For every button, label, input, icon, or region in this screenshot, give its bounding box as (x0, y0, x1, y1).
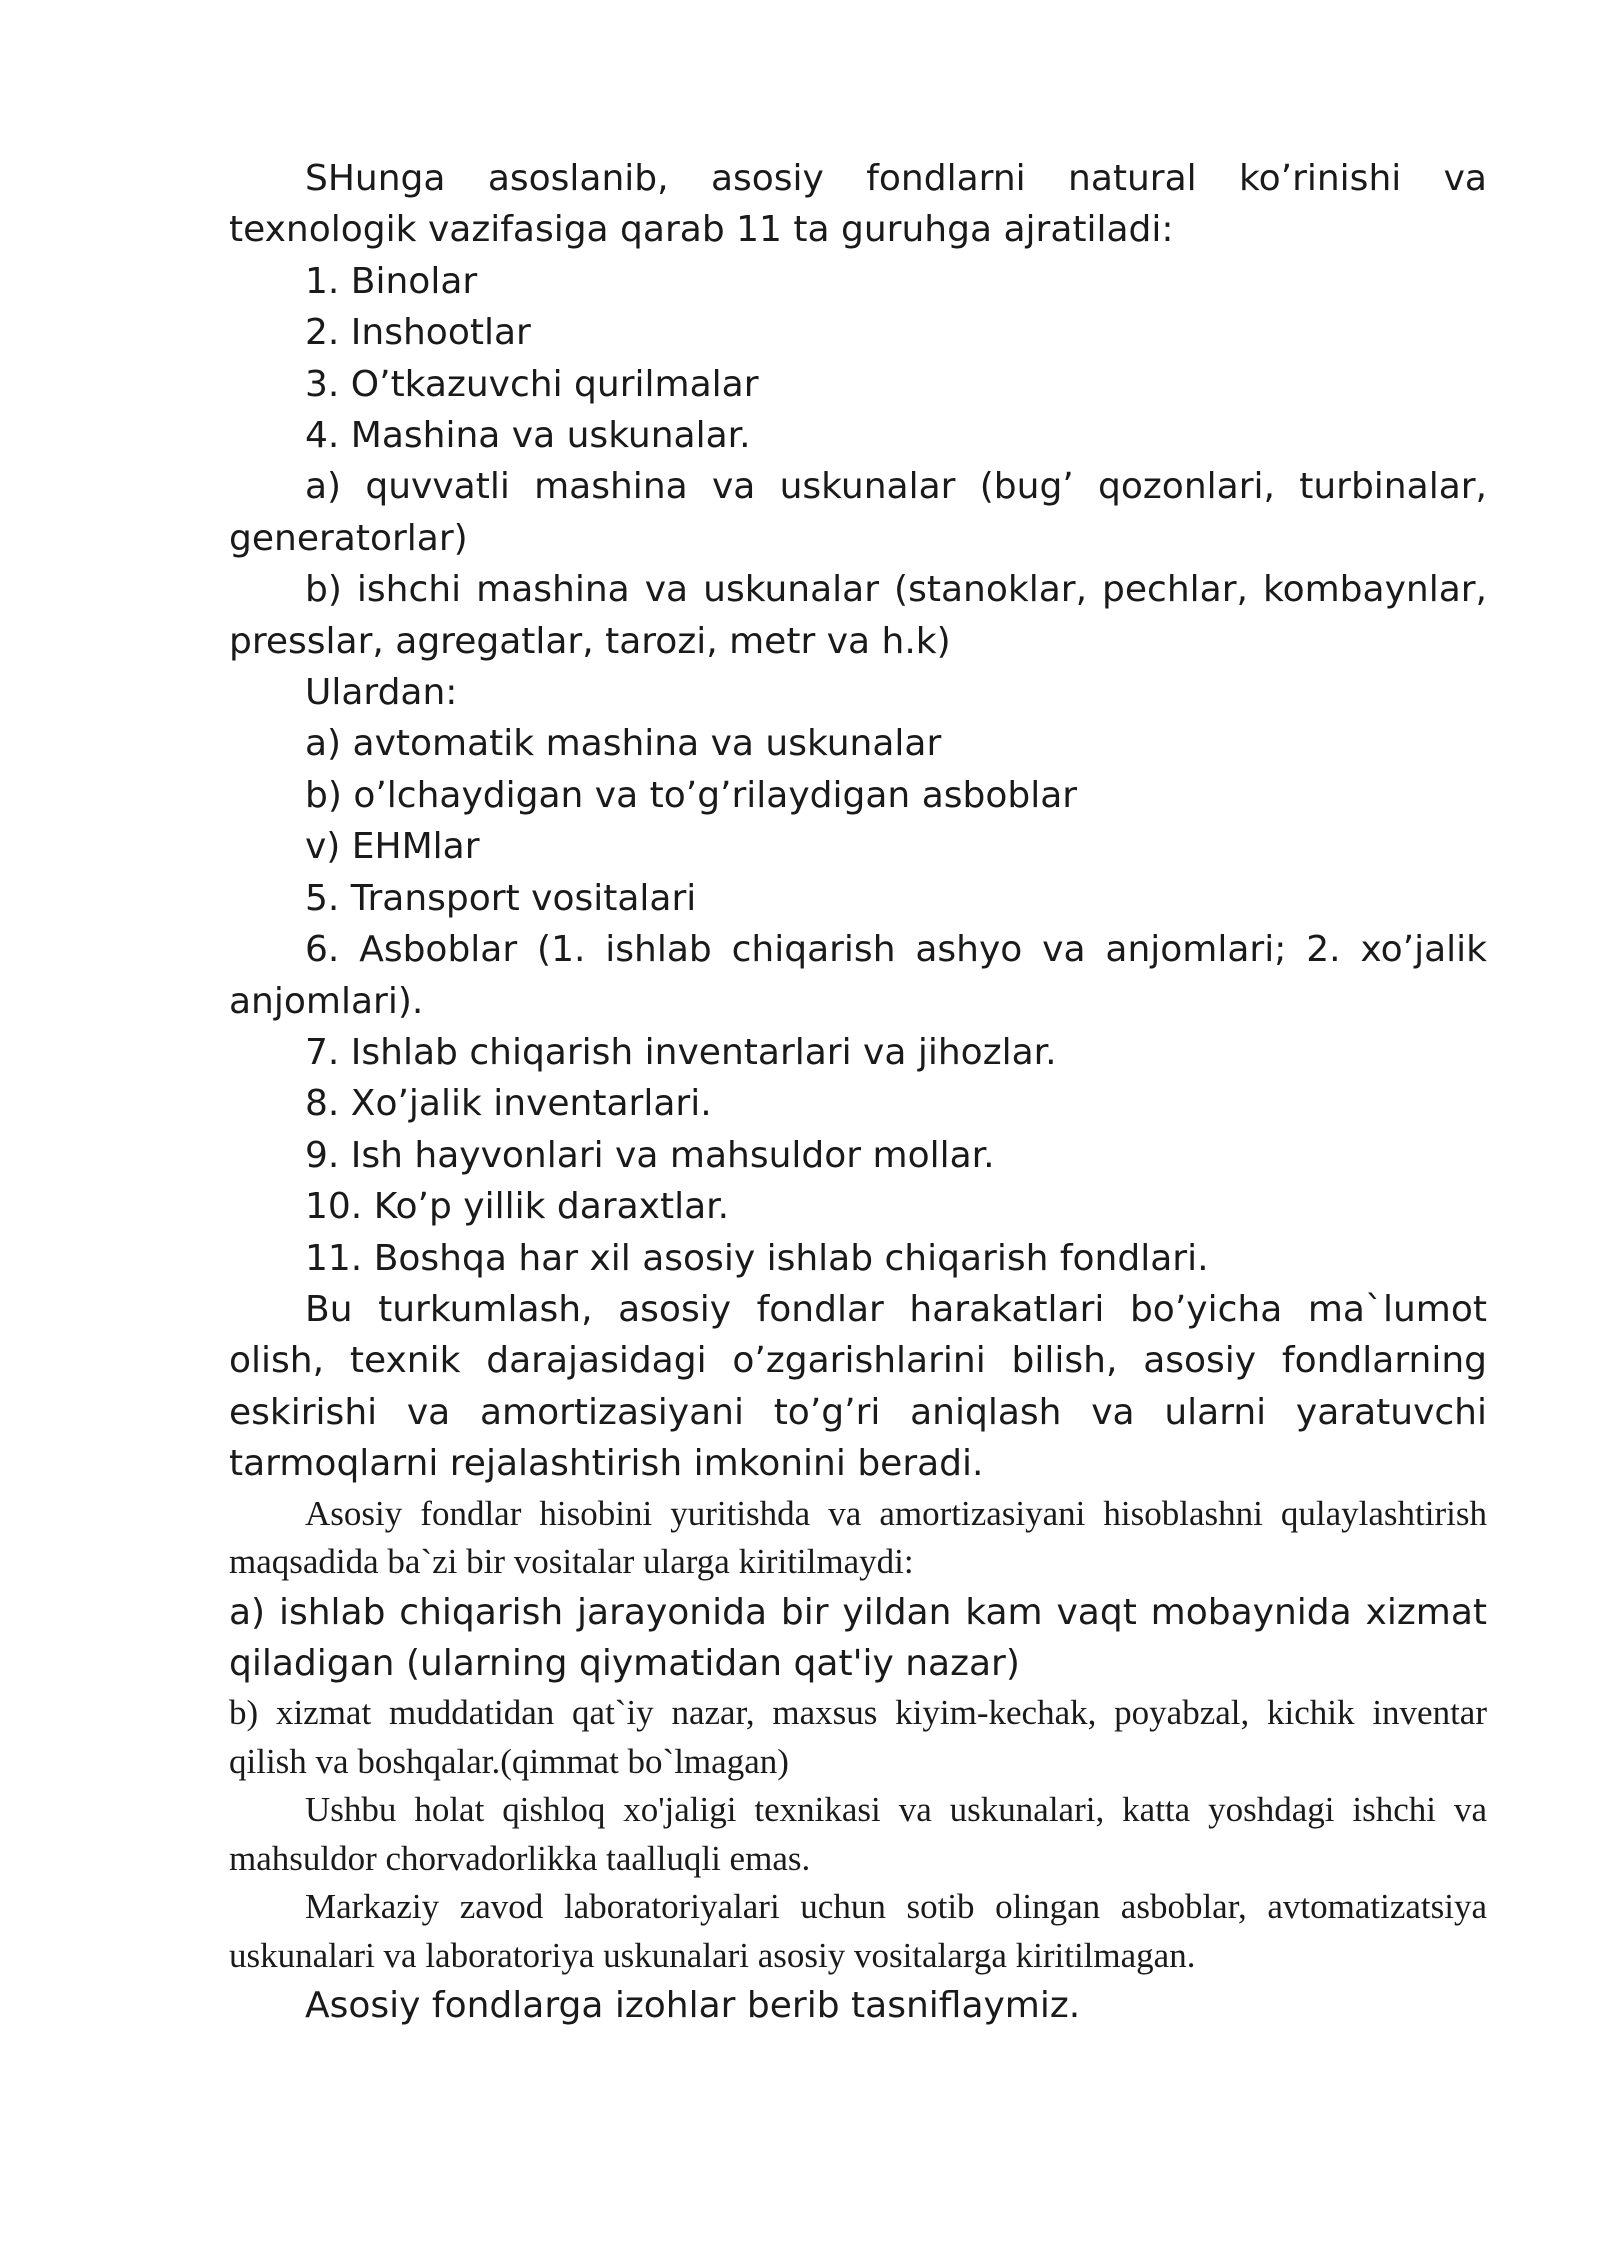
closing-paragraph: Asosiy fondlarga izohlar berib tasniflaymiz. (305, 1985, 1081, 2027)
list-item-6: 6. Asboblar (1. ishlab chiqarish ashyo va anjomlari; 2. xo’jalik anjomlari). (229, 929, 1487, 1022)
list-item-11: 11. Boshqa har xil asosiy ishlab chiqarish fondlari. (305, 1237, 1209, 1279)
list-item-10: 10. Ko’p yillik daraxtlar. (305, 1186, 730, 1228)
list-item-3: 3. O’tkazuvchi qurilmalar (305, 363, 759, 405)
laboratory-paragraph: Markaziy zavod laboratoriyalari uchun sotib olingan asboblar, avtomatizatsiya uskunalari va laboratoriya uskunalari asosiy vositalarga kiritilmagan. (229, 1887, 1487, 1975)
ulardan-label: Ulardan: (305, 672, 458, 714)
exclusion-item-a: a) ishlab chiqarish jarayonida bir yildan kam vaqt mobaynida xizmat qiladigan (ularning qiymatidan qat'iy nazar) (229, 1591, 1487, 1684)
document-page (229, 153, 1487, 2032)
list-item-8: 8. Xo’jalik inventarlari. (305, 1083, 712, 1125)
list-item-7: 7. Ishlab chiqarish inventarlari va jihozlar. (305, 1031, 1057, 1073)
sub-item-a: a) avtomatik mashina va uskunalar (305, 723, 942, 765)
list-item-1: 1. Binolar (305, 260, 478, 302)
list-item-5: 5. Transport vositalari (305, 877, 697, 919)
classification-paragraph: Bu turkumlash, asosiy fondlar harakatlari bo’yicha ma`lumot olish, texnik darajasidagi o’zgarishlarini bilish, asosiy fondlarning eskirishi va amortizasiyani to’g’ri aniqlash va ularni yaratuvchi tarmoqlarni rejalashtirish imkonini beradi. (229, 1288, 1487, 1485)
sub-item-b: b) o’lchaydigan va to’g’rilaydigan asboblar (305, 774, 1078, 816)
list-item-2: 2. Inshootlar (305, 312, 531, 354)
sub-item-v: v) EHMlar (305, 826, 480, 868)
intro-paragraph: SHunga asoslanib, asosiy fondlarni natural ko’rinishi va texnologik vazifasiga qarab 11 ta guruhga ajratiladi: (229, 158, 1487, 251)
agriculture-paragraph: Ushbu holat qishloq xo'jaligi texnikasi va uskunalari, katta yoshdagi ishchi va mahsuldor chorvadorlikka taalluqli emas. (229, 1790, 1487, 1878)
exclusions-paragraph: Asosiy fondlar hisobini yuritishda va amortizasiyani hisoblashni qulaylashtirish maqsadida ba`zi bir vositalar ularga kiritilmaydi: (229, 1493, 1487, 1582)
exclusion-item-b: b) xizmat muddatidan qat`iy nazar, maxsus kiyim-kechak, poyabzal, kichik inventar qilish va boshqalar.(qimmat bo`lmagan) (229, 1693, 1487, 1781)
list-item-4: 4. Mashina va uskunalar. (305, 415, 751, 457)
list-item-9: 9. Ish hayvonlari va mahsuldor mollar. (305, 1134, 995, 1176)
list-item-4a: a) quvvatli mashina va uskunalar (bug’ qozonlari, turbinalar, generatorlar) (229, 466, 1487, 559)
list-item-4b: b) ishchi mashina va uskunalar (stanoklar, pechlar, kombaynlar, presslar, agregatlar, tarozi, metr va h.k) (229, 569, 1487, 662)
